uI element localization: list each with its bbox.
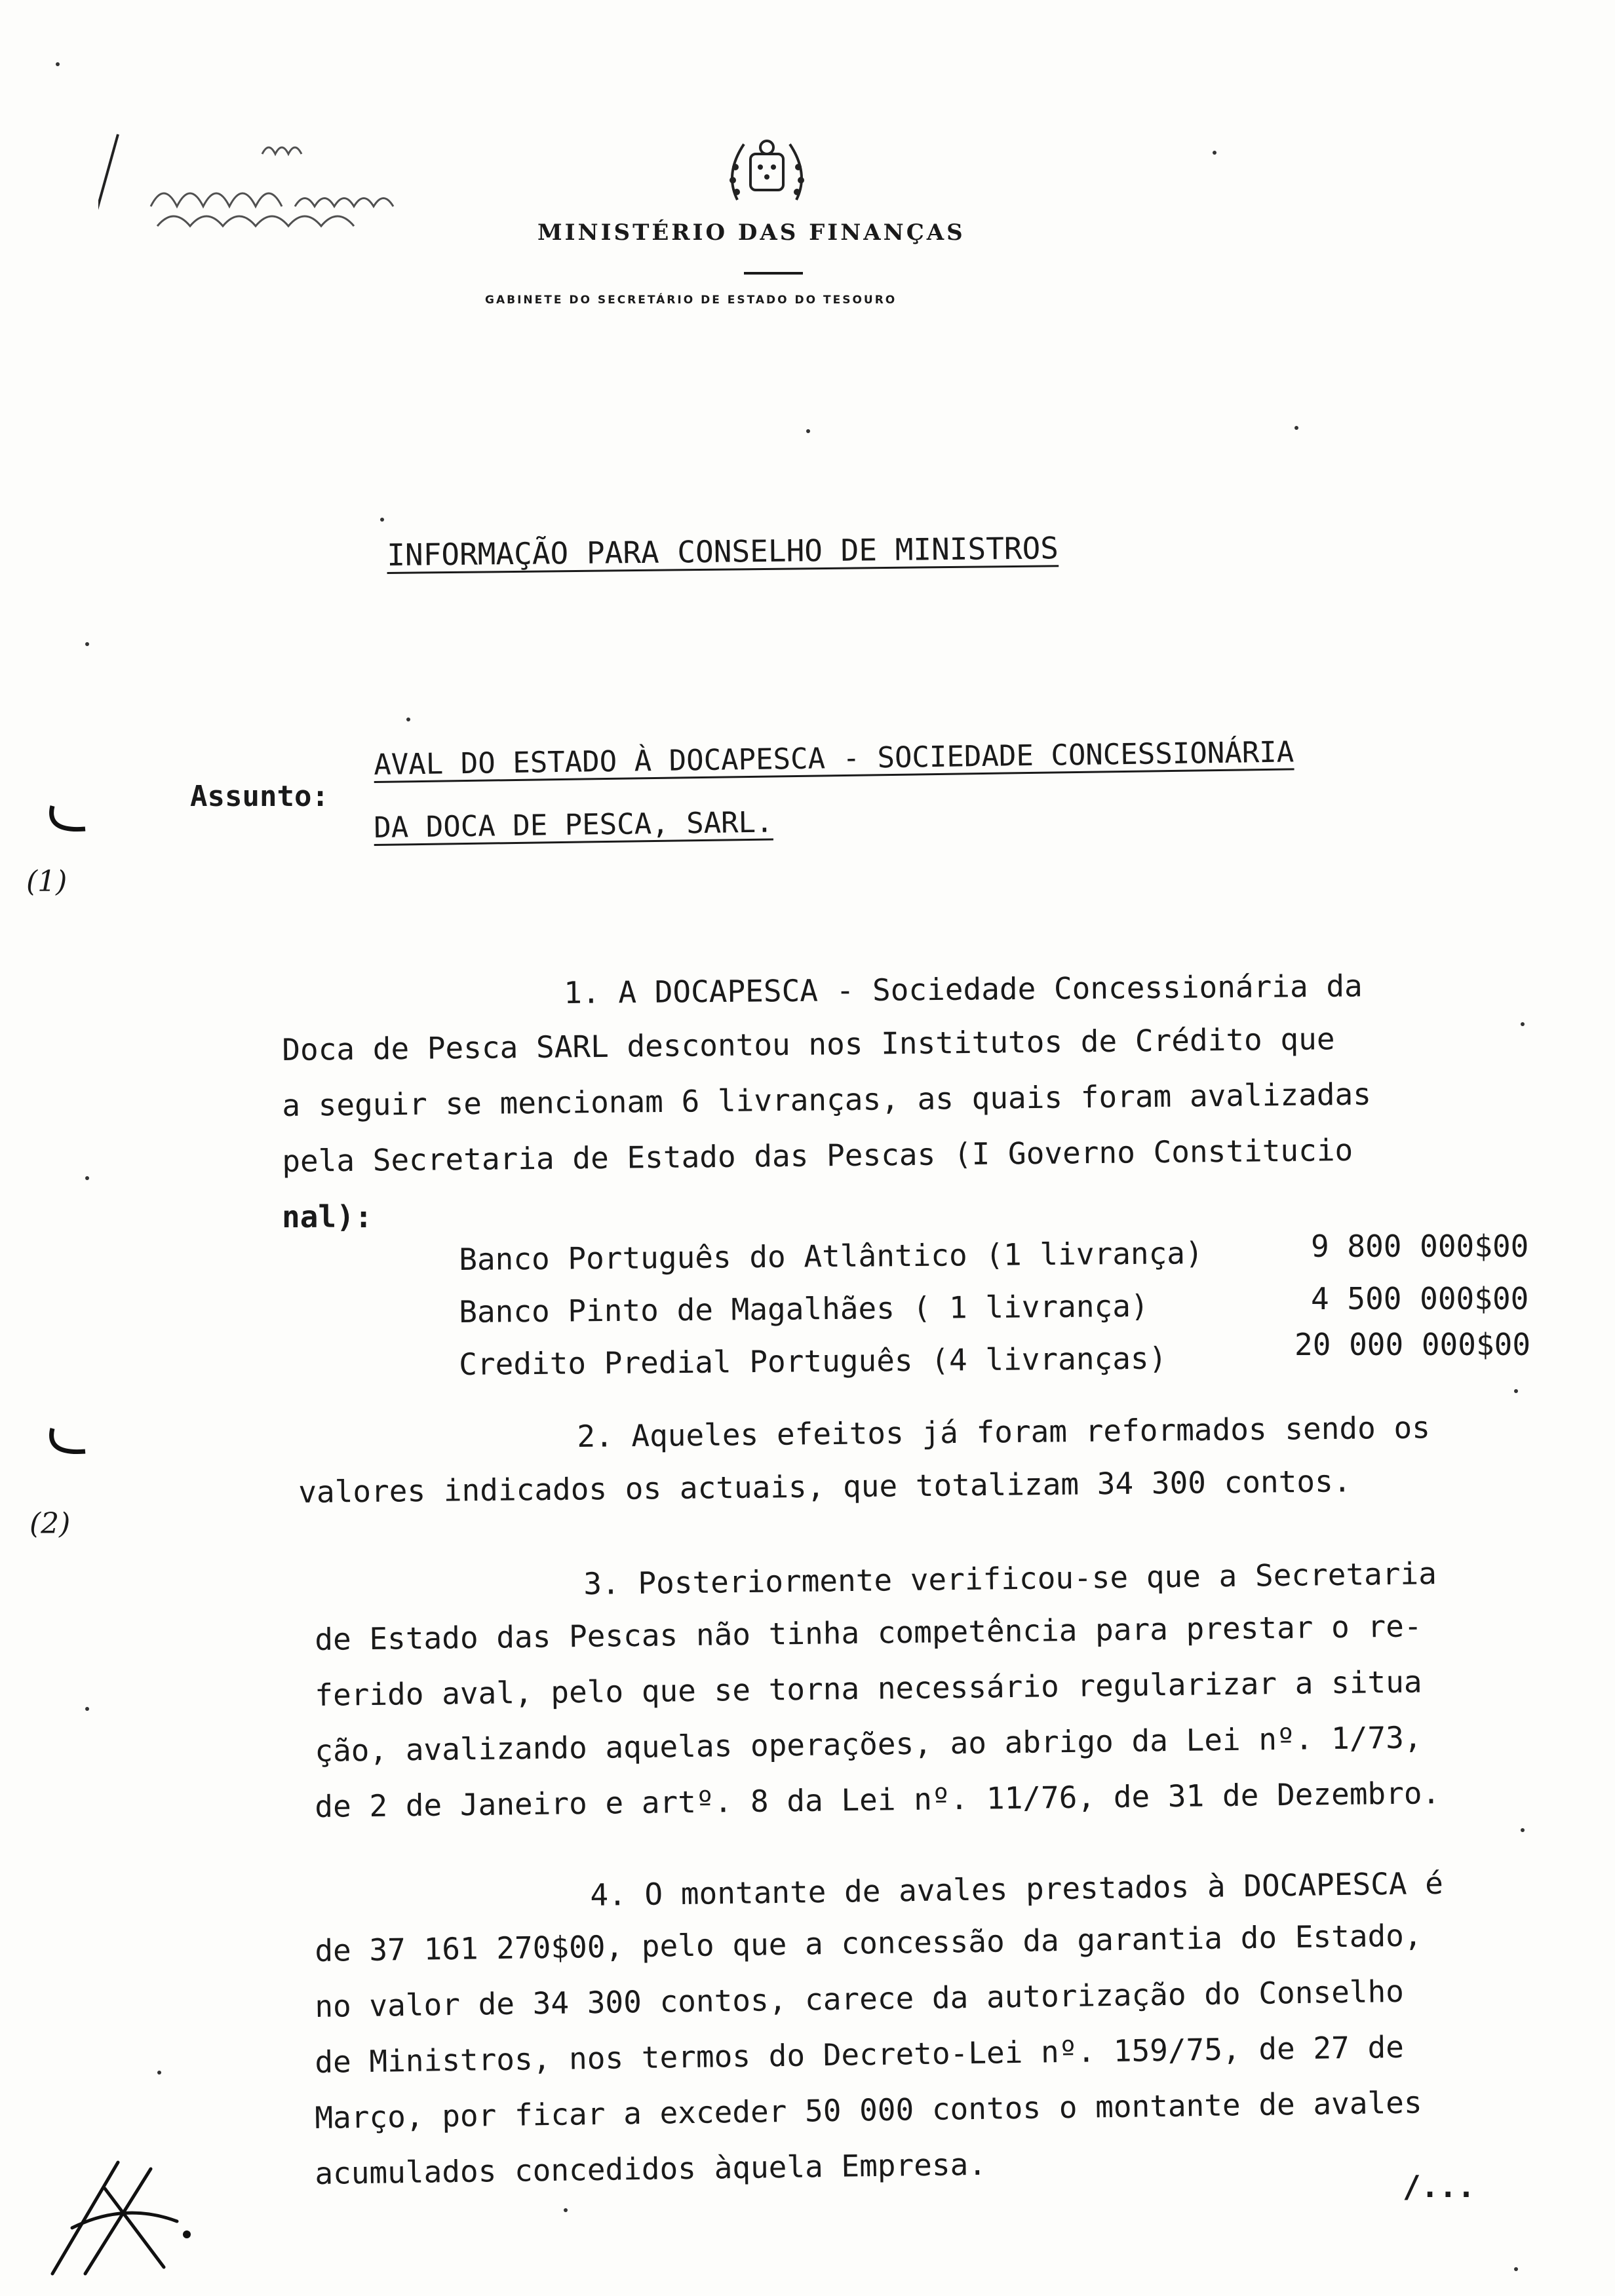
paragraph-1-line: nal): (282, 1199, 373, 1234)
margin-mark-1: (1) (26, 865, 68, 898)
loan-bank: Credito Predial Português (4 livranças) (459, 1340, 1167, 1382)
paragraph-1-line: a seguir se mencionam 6 livranças, as quais foram avalizadas (282, 1076, 1372, 1123)
paragraph-4-line: de Ministros, nos termos do Decreto-Lei nº. 159/75, de 27 de (315, 2029, 1405, 2080)
continuation-marker: /... (1403, 2169, 1475, 2204)
paragraph-1-line: pela Secretaria de Estado das Pescas (I Governo Constitucio (282, 1132, 1353, 1179)
margin-mark-2: (2) (29, 1507, 71, 1540)
margin-bracket-icon (39, 1425, 92, 1464)
paragraph-4-line: 4. O montante de avales prestados à DOCAPESCA é (590, 1865, 1444, 1913)
paragraph-4-line: acumulados concedidos àquela Empresa. (315, 2146, 987, 2191)
margin-bracket-icon (39, 803, 92, 842)
paragraph-3-line: de 2 de Janeiro e artº. 8 da Lei nº. 11/76, de 31 de Dezembro. (315, 1775, 1441, 1824)
coat-of-arms-icon (721, 128, 813, 220)
subject-label: Assunto: (190, 780, 329, 813)
subject-line-1: AVAL DO ESTADO À DOCAPESCA - SOCIEDADE CONCESSIONÁRIA (374, 735, 1294, 782)
illegible-stamp-scribble (98, 108, 596, 252)
paragraph-3-line: de Estado das Pescas não tinha competência para prestar o re- (315, 1608, 1422, 1657)
paragraph-2-line: 2. Aqueles efeitos já foram reformados sendo os (577, 1409, 1431, 1454)
loan-amount: 4 500 000$00 (1311, 1281, 1529, 1316)
handwritten-initials (46, 2149, 197, 2280)
paragraph-4-line: no valor de 34 300 contos, carece da autorização do Conselho (315, 1973, 1405, 2024)
subject-line-2: DA DOCA DE PESCA, SARL. (374, 805, 773, 845)
cabinet-name: GABINETE DO SECRETÁRIO DE ESTADO DO TESOURO (485, 294, 897, 307)
letterhead-divider (744, 272, 803, 275)
paragraph-3-line: ferido aval, pelo que se torna necessário regularizar a situa (315, 1664, 1422, 1713)
loan-bank: Banco Português do Atlântico (1 livrança) (459, 1235, 1203, 1277)
paragraph-1-line: Doca de Pesca SARL descontou nos Institutos de Crédito que (282, 1021, 1335, 1067)
paragraph-4-line: Março, por ficar a exceder 50 000 contos o montante de avales (315, 2084, 1422, 2135)
document-title: INFORMAÇÃO PARA CONSELHO DE MINISTROS (387, 530, 1059, 573)
paragraph-4-line: de 37 161 270$00, pelo que a concessão da garantia do Estado, (315, 1917, 1422, 1968)
loan-amount: 9 800 000$00 (1311, 1229, 1529, 1264)
paragraph-3-line: 3. Posteriormente verificou-se que a Secretaria (583, 1556, 1437, 1601)
loan-bank: Banco Pinto de Magalhães ( 1 livrança) (459, 1288, 1149, 1330)
loan-amount: 20 000 000$00 (1294, 1327, 1531, 1362)
paragraph-1-line: 1. A DOCAPESCA - Sociedade Concessionária da (564, 968, 1363, 1010)
paragraph-3-line: ção, avalizando aquelas operações, ao abrigo da Lei nº. 1/73, (315, 1719, 1422, 1769)
ministry-name: MINISTÉRIO DAS FINANÇAS (537, 220, 965, 246)
paragraph-2-line: valores indicados os actuais, que totalizam 34 300 contos. (298, 1463, 1352, 1510)
